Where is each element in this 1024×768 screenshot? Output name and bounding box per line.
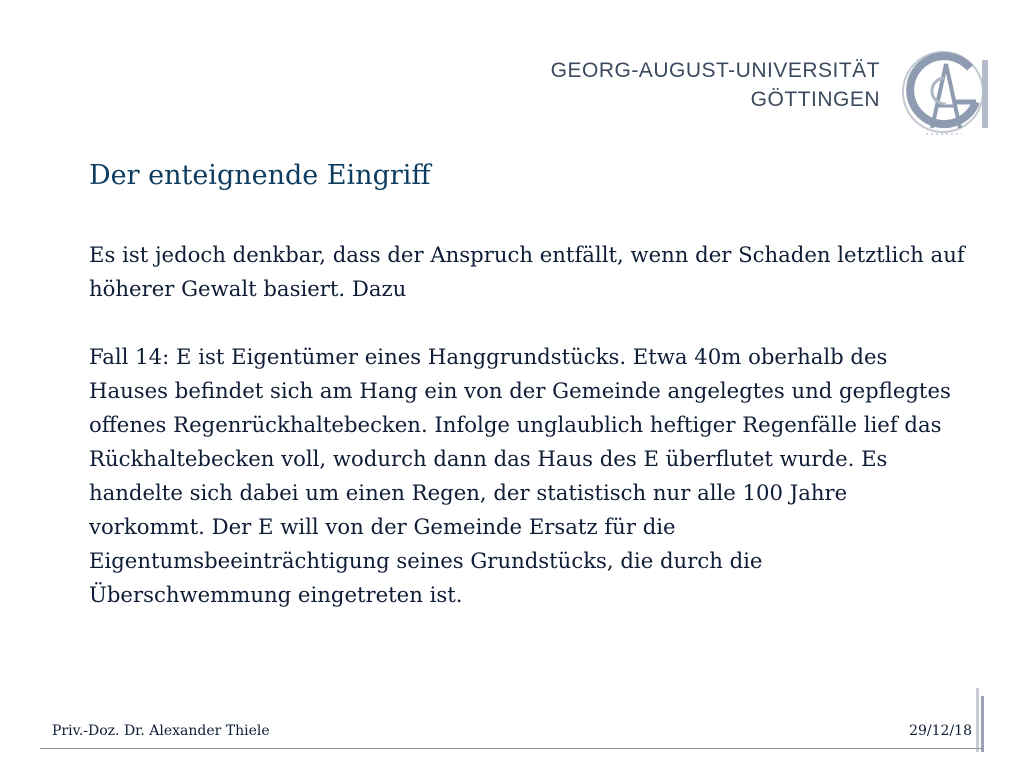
intro-paragraph: Es ist jedoch denkbar, dass der Anspruch entfällt, wenn der Schaden letztlich auf höherer Gewalt basiert. Dazu [89,242,965,301]
university-name [551,56,880,114]
university-name-line1: GEORG-AUGUST-UNIVERSITÄT [550,59,880,82]
university-seal-icon [896,46,994,140]
university-name-line2: GÖTTINGEN [750,88,880,111]
footer-decoration [976,688,984,752]
slide-body [89,238,969,612]
case-paragraph: Fall 14: E ist Eigentümer eines Hanggrundstücks. Etwa 40m oberhalb des Hauses befindet sich am Hang ein von der Gemeinde angelegtes und gepflegtes offenes Regenrückhaltebecken. Infolge unglaublich heftiger Regenfälle lief das Rückhaltebecken voll, wodurch dann das Haus des E überflutet wurde. Es handelte sich dabei um einen Regen, der statistisch nur alle 100 Jahre vorkommt. Der E will von der Gemeinde Ersatz für die Eigentumsbeeinträchtigung seines Grundstücks, die durch die Überschwemmung eingetreten ist. [89,344,951,607]
footer-date: 29/12/18 [909,723,972,739]
footer-divider [40,748,984,749]
slide-title: Der enteignende Eingriff [89,160,431,191]
footer-author: Priv.-Doz. Dr. Alexander Thiele [52,723,270,739]
